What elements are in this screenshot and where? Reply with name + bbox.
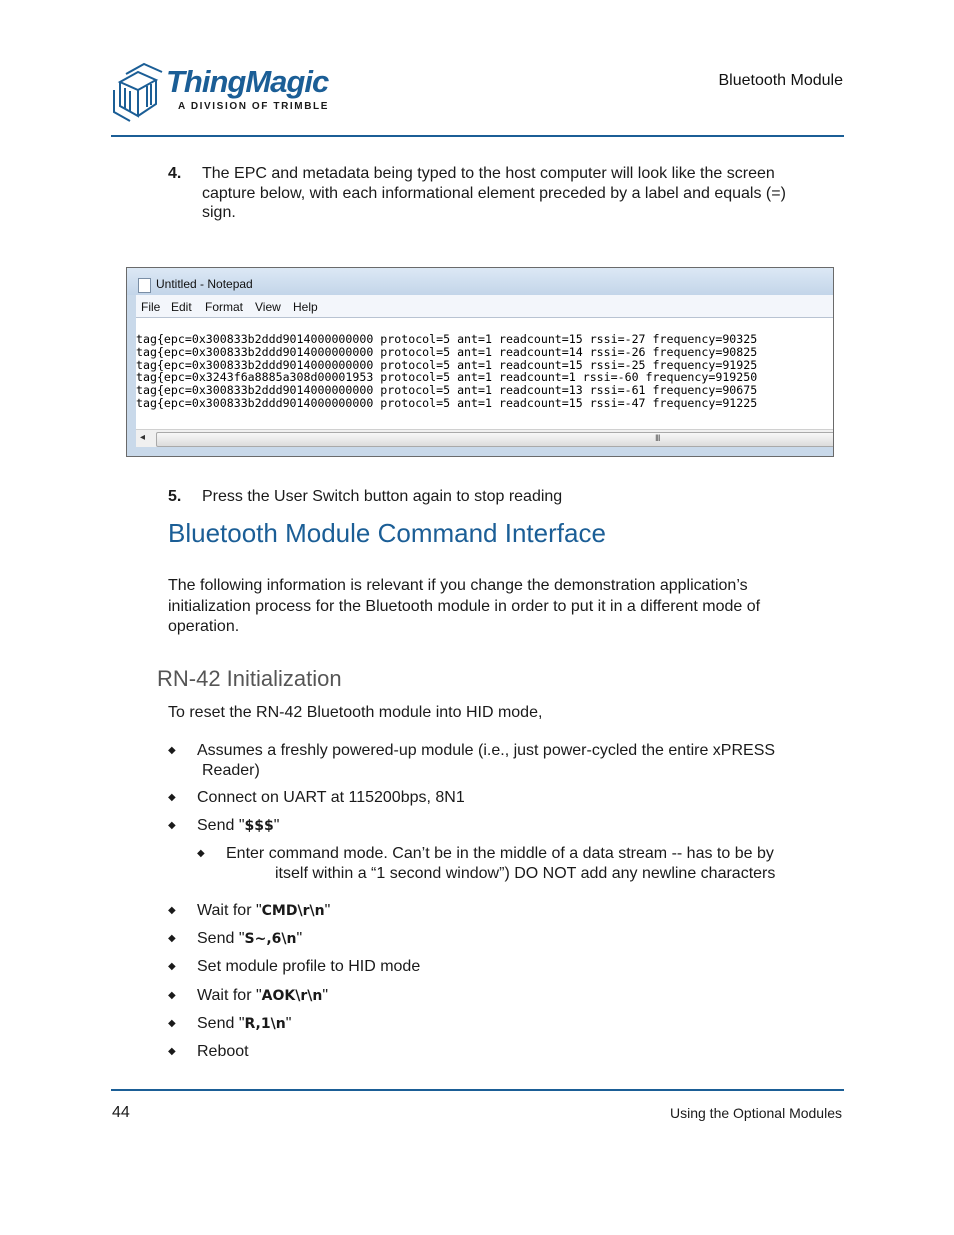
step-number: 4. (168, 165, 182, 182)
bullet-command: AOK\r\n (261, 988, 323, 1004)
running-footer: Using the Optional Modules (670, 1105, 842, 1121)
section-paragraph (168, 576, 828, 638)
bullet-diamond-icon: ◆ (168, 961, 176, 972)
page-number: 44 (112, 1104, 130, 1121)
bullet-text-plain: Wait for " (197, 987, 262, 1004)
notepad-menubar (136, 295, 833, 317)
bullet-text-plain: " (273, 817, 280, 834)
bullet-diamond-icon: ◆ (168, 990, 176, 1001)
bullet-text-plain: " (285, 1015, 292, 1032)
bullet-text-plain: Send " (197, 930, 245, 947)
bullet-text (197, 1014, 291, 1035)
subsection-intro: To reset the RN-42 Bluetooth module into HID mode, (168, 704, 543, 721)
bullet-diamond-icon: ◆ (168, 820, 176, 831)
step-number: 5. (168, 488, 182, 505)
bullet-text-plain: Assumes a freshly powered-up module (i.e., just power-cycled the entire xPRESS (197, 742, 776, 759)
bullet-text (197, 986, 328, 1007)
bullet-diamond-icon: ◆ (168, 1018, 176, 1029)
step-text-line: Press the User Switch button again to stop reading (202, 488, 563, 505)
menu-file[interactable]: File (141, 300, 161, 314)
bullet-text (197, 901, 330, 922)
notepad-icon (138, 278, 151, 293)
header-rule (111, 135, 844, 137)
bullet-diamond-icon: ◆ (168, 1046, 176, 1057)
paragraph-line: operation. (168, 618, 240, 635)
bullet-diamond-icon: ◆ (168, 905, 176, 916)
notepad-line: tag{epc=0x300833b2ddd9014000000000 protocol=5 ant=1 readcount=14 rssi=-26 frequency=90825 (136, 345, 758, 359)
thingmagic-logo (112, 60, 342, 124)
step-text-line: The EPC and metadata being typed to the host computer will look like the screen (202, 165, 775, 182)
bullet-text-plain: Connect on UART at 115200bps, 8N1 (197, 789, 465, 806)
bullet-text-plain: Reboot (197, 1043, 249, 1060)
step-text (202, 487, 842, 507)
notepad-title: Untitled - Notepad (156, 277, 253, 291)
notepad-text-area[interactable] (136, 317, 833, 430)
bullet-diamond-icon: ◆ (168, 933, 176, 944)
menu-view[interactable]: View (255, 300, 281, 314)
step-text (202, 164, 842, 223)
bullet-diamond-icon: ◆ (197, 848, 205, 859)
bullet-text (197, 741, 775, 761)
notepad-line: tag{epc=0x300833b2ddd9014000000000 protocol=5 ant=1 readcount=15 rssi=-25 frequency=91925 (136, 358, 758, 372)
bullet-text (197, 929, 302, 950)
bullet-command: CMD\r\n (261, 903, 325, 919)
bullet-text (197, 816, 279, 837)
bullet-continuation: Reader) (202, 761, 260, 779)
running-header: Bluetooth Module (718, 72, 843, 89)
scrollbar-thumb[interactable] (156, 432, 834, 447)
bullet-diamond-icon: ◆ (168, 745, 176, 756)
bullet-text (197, 788, 465, 808)
scrollbar-grip-icon: III (655, 433, 660, 443)
bullet-text-plain: Send " (197, 817, 245, 834)
bullet-text-plain: Wait for " (197, 902, 262, 919)
bullet-command: R,1\n (244, 1016, 286, 1032)
notepad-titlebar (127, 268, 833, 295)
subsection-heading: RN-42 Initialization (157, 666, 342, 691)
bullet-command: $$$ (244, 818, 274, 834)
notepad-line: tag{epc=0x300833b2ddd9014000000000 protocol=5 ant=1 readcount=15 rssi=-47 frequency=91225 (136, 396, 758, 410)
section-heading: Bluetooth Module Command Interface (168, 518, 606, 548)
step-text-line: capture below, with each informational element preceded by a label and equals (=) (202, 184, 786, 202)
logo-subtitle: A DIVISION OF TRIMBLE (178, 101, 330, 112)
paragraph-line: initialization process for the Bluetooth module in order to put it in a different mode of (168, 597, 761, 615)
menu-edit[interactable]: Edit (171, 300, 192, 314)
step-text-line: sign. (202, 204, 236, 221)
bullet-text (197, 957, 420, 977)
logo-wordmark: ThingMagic (166, 64, 329, 99)
notepad-line: tag{epc=0x300833b2ddd9014000000000 protocol=5 ant=1 readcount=13 rssi=-61 frequency=90675 (136, 383, 758, 397)
sub-bullet-line: Enter command mode. Can’t be in the middle of a data stream -- has to be by (226, 845, 774, 862)
notepad-line: tag{epc=0x3243f6a8885a308d00001953 protocol=5 ant=1 readcount=1 rssi=-60 frequency=919250 (136, 370, 758, 384)
notepad-line: tag{epc=0x300833b2ddd9014000000000 protocol=5 ant=1 readcount=15 rssi=-27 frequency=90325 (136, 332, 758, 346)
scroll-left-arrow-icon[interactable]: ◂ (140, 432, 146, 443)
notepad-screenshot (126, 267, 834, 457)
bullet-text-plain: " (322, 987, 329, 1004)
bullet-text-plain: Send " (197, 1015, 245, 1032)
bullet-text (197, 1042, 249, 1062)
paragraph-line: The following information is relevant if you change the demonstration application’s (168, 577, 748, 594)
bullet-diamond-icon: ◆ (168, 792, 176, 803)
footer-rule (111, 1089, 844, 1091)
bullet-command: S~,6\n (244, 931, 297, 947)
bullet-text-plain: " (296, 930, 303, 947)
sub-bullet-line: itself within a “1 second window”) DO NOT add any newline characters (275, 864, 776, 882)
menu-help[interactable]: Help (293, 300, 318, 314)
horizontal-scrollbar[interactable] (136, 429, 833, 448)
bullet-text-plain: " (324, 902, 331, 919)
bullet-text-plain: Set module profile to HID mode (197, 958, 421, 975)
cube-logo-icon (112, 60, 164, 122)
notepad-frame-bottom (127, 447, 833, 456)
menu-format[interactable]: Format (205, 300, 244, 314)
